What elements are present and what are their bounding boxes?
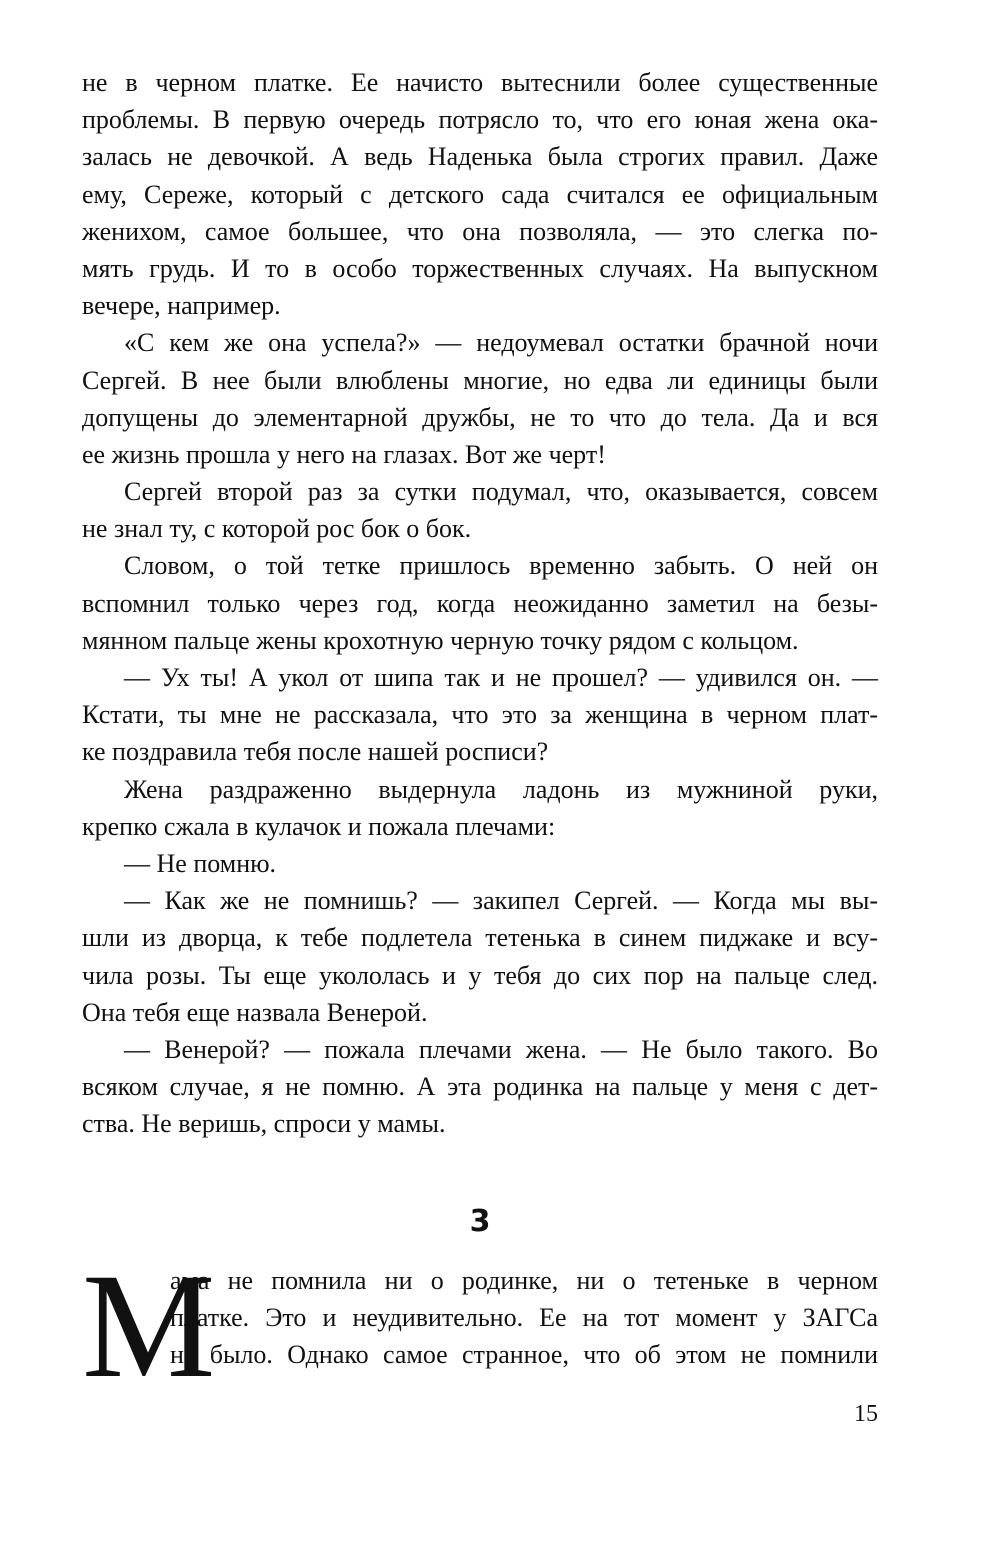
chapter-line: не было. Однако самое странное, что об этом не помнили <box>170 1340 878 1370</box>
chapter-number: 3 <box>469 1204 491 1239</box>
text-line: ке поздравила тебя после нашей росписи? <box>82 737 549 767</box>
text-line: ему, Сереже, который с детского сада считался ее официальным <box>82 179 878 209</box>
chapter-opening-lines <box>170 1262 878 1374</box>
chapter-line: ама не помнила ни о родинке, ни о тетеньке в черном <box>170 1266 878 1295</box>
text-line: Сергей. В нее были влюблены многие, но едва ли единицы были <box>82 365 878 395</box>
text-line: крепко сжала в кулачок и пожала плечами: <box>82 811 556 841</box>
text-line: Жена раздраженно выдернула ладонь из мужниной руки, <box>124 774 878 804</box>
text-line: ства. Не веришь, спроси у мамы. <box>82 1109 446 1139</box>
text-line: вечере, например. <box>82 291 281 321</box>
text-line: проблемы. В первую очередь потрясло то, что его юная жена ока- <box>82 105 878 135</box>
text-line: женихом, самое большее, что она позволяла, — это слегка по- <box>82 216 878 246</box>
text-line: мянном пальце жены крохотную черную точку рядом с кольцом. <box>82 625 799 655</box>
page-number: 15 <box>854 1401 878 1427</box>
text-line: Она тебя еще назвала Венерой. <box>82 997 428 1027</box>
text-line: всяком случае, я не помню. А эта родинка на пальце у меня с дет- <box>82 1072 878 1102</box>
drop-cap: М <box>82 1243 216 1409</box>
text-line: допущены до элементарной дружбы, не то что до тела. Да и вся <box>82 402 878 432</box>
text-line: Кстати, ты мне не рассказала, что это за женщина в черном плат- <box>82 700 878 730</box>
text-line: ее жизнь прошла у него на глазах. Вот же черт! <box>82 439 606 469</box>
main-text <box>82 64 878 1142</box>
text-line: «С кем же она успела?» — недоумевал остатки брачной ночи <box>124 328 878 358</box>
text-line: Сергей второй раз за сутки подумал, что, оказывается, совсем <box>124 477 878 507</box>
text-line: вспомнил только через год, когда неожиданно заметил на безы- <box>82 588 878 618</box>
text-line: залась не девочкой. А ведь Наденька была строгих правил. Даже <box>82 142 878 172</box>
text-line: Словом, о той тетке пришлось временно забыть. О ней он <box>124 551 878 581</box>
text-line: — Ух ты! А укол от шипа так и не прошел? — удивился он. — <box>124 663 878 692</box>
text-line: чила розы. Ты еще укололась и у тебя до сих пор на пальце след. <box>82 960 878 990</box>
text-line: — Не помню. <box>124 848 277 878</box>
text-line: не знал ту, с которой рос бок о бок. <box>82 514 472 544</box>
chapter-line: платке. Это и неудивительно. Ее на тот момент у ЗАГСа <box>170 1303 878 1333</box>
text-line: шли из дворца, к тебе подлетела тетенька в синем пиджаке и всу- <box>82 923 878 953</box>
text-line: — Как же не помнишь? — закипел Сергей. — Когда мы вы- <box>124 886 878 916</box>
text-line: не в черном платке. Ее начисто вытеснили более существенные <box>82 68 878 97</box>
text-line: — Венерой? — пожала плечами жена. — Не было такого. Во <box>124 1034 878 1064</box>
text-line: мять грудь. И то в особо торжественных случаях. На выпускном <box>82 253 878 283</box>
